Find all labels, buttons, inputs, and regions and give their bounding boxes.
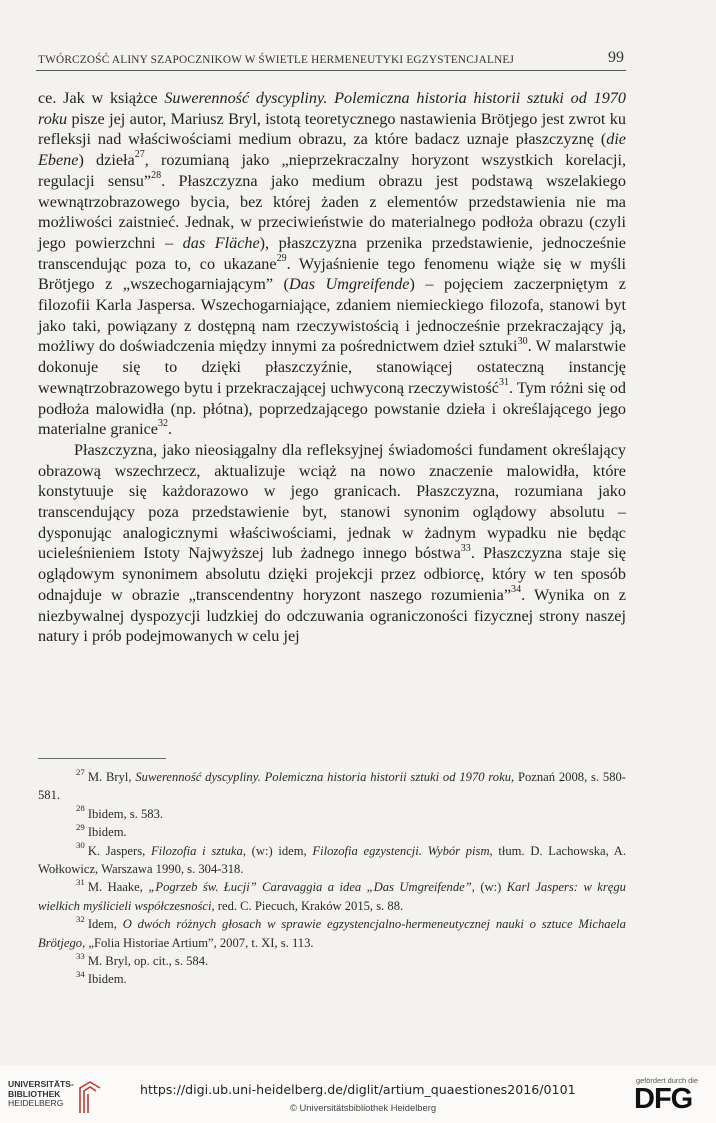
text-run: M. Haake,	[87, 880, 149, 895]
footnote-number: 28	[76, 803, 85, 814]
text-run: . Płaszczyzna jako medium obrazu jest podstawą wszelakiego wewnątrzobrazowego bycia, bez której żaden z elementów przedstawienia nie ma możliwości zaistnieć. Jednak, w przeciwieństwie do materialnego podłoża obrazu (czyli jego powierzchni –	[38, 171, 626, 252]
footnote-number: 31	[76, 876, 85, 887]
italic-text: Das Umgreifende	[288, 275, 410, 294]
footnote-ref[interactable]: 32	[157, 418, 169, 430]
text-run: ) dzieła	[78, 151, 135, 170]
digitization-footer	[0, 1066, 716, 1123]
library-name-line-3: HEIDELBERG	[8, 1098, 64, 1108]
paragraph-2	[38, 440, 626, 647]
footnote-ref[interactable]: 31	[498, 376, 509, 388]
footnote-29	[38, 823, 626, 841]
text-run: .	[168, 420, 173, 439]
footnote-number: 30	[76, 840, 85, 851]
footnotes	[38, 768, 626, 989]
text-run: ce. Jak w książce	[38, 89, 165, 107]
text-run: M. Bryl, op. cit., s. 584.	[87, 954, 209, 969]
text-run: , tłum. D. Lachowska, A. Wołkowicz, Warszawa 1990, s. 304-318.	[38, 843, 626, 877]
text-run: Ibidem.	[87, 972, 127, 987]
italic-text: Karl Jaspers: w kręgu wielkich myślicieli współczesności	[38, 880, 626, 913]
footnote-separator	[38, 758, 166, 759]
copyright-notice: © Universitätsbibliothek Heidelberg	[290, 1102, 437, 1113]
text-run: . W malarstwie dokonuje się to dzięki płaszczyźnie, stanowiącej ostateczną instancję wewnątrzobrazowego bytu i przekraczającej uchwyconą rzeczywistość	[38, 337, 626, 397]
footnote-ref[interactable]: 33	[460, 542, 471, 554]
running-title: TWÓRCZOŚĆ ALINY SZAPOCZNIKOW W ŚWIETLE HERMENEUTYKI EGZYSTENCJALNEJ	[38, 54, 515, 66]
footnote-number: 33	[76, 950, 85, 961]
italic-text: Suwerenność dyscypliny. Polemiczna historia historii sztuki od 1970 roku	[38, 89, 626, 128]
footnote-34	[38, 970, 626, 988]
text-run: M. Bryl,	[87, 770, 136, 784]
library-emblem-icon	[76, 1080, 104, 1114]
text-run: K. Jaspers,	[87, 843, 151, 858]
italic-text: Filozofia i sztuka	[150, 843, 243, 858]
library-name-line-1: UNIVERSITÄTS-	[8, 1079, 74, 1089]
footnote-ref[interactable]: 28	[151, 169, 162, 181]
text-run: , Poznań 2008, s. 580-581.	[38, 770, 627, 803]
footnote-ref[interactable]: 29	[276, 252, 287, 264]
body-text	[38, 88, 626, 647]
running-header	[36, 48, 626, 71]
library-logo[interactable]	[8, 1080, 108, 1114]
text-run: . Wynika on z niezbywalnej dyspozycji ludzkiej do odczuwania ograniczoności fizycznej strony naszej natury i prób podejmowanych w celu jej	[38, 585, 626, 646]
text-run: Ibidem.	[87, 825, 127, 840]
footnote-ref[interactable]: 27	[134, 149, 145, 161]
text-run: . Wyjaśnienie tego fenomenu wiąże się w myśli Brötjego z „wszechogarniającym” (	[38, 254, 626, 294]
footnote-33	[38, 952, 626, 970]
italic-text: O dwóch różnych głosach w sprawie egzystencjalno-hermeneutycznej nauki o sztuce Michaela Brötjego	[38, 917, 626, 950]
paragraph-1	[38, 88, 626, 440]
footnote-number: 27	[76, 766, 85, 777]
footnote-28	[38, 805, 626, 823]
dfg-wordmark: DFG	[634, 1083, 693, 1115]
text-run: pisze jej autor, Mariusz Bryl, istotą teoretycznego nastawienia Brötjego jest zwrot ku refleksji nad właściwościami medium obrazu, za które badacz uznaje płaszczyznę (	[38, 109, 626, 149]
footnote-number: 32	[76, 913, 85, 924]
text-run: ), płaszczyzna przenika przedstawienie, jednocześnie transcendując poza to, co ukazane	[38, 233, 626, 273]
text-run: , (w:)	[471, 880, 507, 895]
footnote-30	[38, 842, 626, 879]
italic-text: „Pogrzeb św. Łucji” Caravaggia a idea „Das Umgreifende”	[148, 880, 472, 895]
italic-text: Suwerenność dyscypliny. Polemiczna historia historii sztuki od 1970 roku	[135, 770, 511, 784]
dfg-logo[interactable]	[634, 1076, 710, 1120]
footnote-ref[interactable]: 30	[517, 335, 528, 347]
text-run: Idem,	[87, 917, 123, 932]
dfg-funded-by: gefördert durch die	[636, 1076, 699, 1085]
italic-text: Filozofia egzystencji. Wybór pism	[312, 843, 490, 858]
library-name-line-2: BIBLIOTHEK	[8, 1088, 61, 1099]
text-run: , (w:) idem,	[242, 843, 313, 858]
text-run: ) – pojęciem zaczerpniętym z filozofii Karla Jaspersa. Wszechogarniające, zdaniem niemieckiego filozofa, stanowi byt jako taki, powiązany z dostępną nam rzeczywistością i jednocześnie przekraczający ją, możliwy do doświadczenia między innymi za pośrednictwem dzieł sztuki	[38, 275, 626, 356]
page-number: 99	[608, 49, 624, 66]
text-run: . Płaszczyzna staje się oglądowym synonimem absolutu dzięki projekcji przez odbiorcę, który w ten sposób odnajduje w obrazie „transcendentny horyzont naszego rozumienia”	[38, 544, 626, 604]
text-run: , red. C. Piecuch, Kraków 2015, s. 88.	[211, 898, 404, 913]
footnote-27	[38, 768, 626, 805]
text-run: Płaszczyzna, jako nieosiągalny dla refleksyjnej świadomości fundament określający obrazową wszechrzecz, aktualizuje wciąż na nowo znaczenie malowidła, które konstytuuje się każdorazowo w jego granicach. Płaszczyzna, rozumiana jako transcendujący poza przedstawienie byt, stanowi synonim oglądowy absolutu – dysponując analogicznymi właściwościami, jednak w żadnym wypadku nie będąc ucieleśnieniem Istoty Najwyższej lub żadnego innego bóstwa	[38, 440, 626, 563]
italic-text: das Fläche	[182, 233, 260, 252]
footnote-number: 29	[76, 821, 85, 832]
footnote-ref[interactable]: 34	[511, 583, 522, 595]
italic-text: die Ebene	[38, 130, 626, 170]
text-run: , rozumianą jako „nieprzekraczalny horyzont wszystkich korelacji, regulacji sensu”	[38, 151, 626, 190]
permalink-url[interactable]: https://digi.ub.uni-heidelberg.de/diglit/artium_quaestiones2016/0101	[140, 1082, 576, 1097]
footnote-31	[38, 878, 626, 915]
footnote-32	[38, 915, 626, 952]
text-run: . Tym różni się od podłoża malowidła (np. płótna), poprzedzającego powstanie dzieła i określającego jego materialne granice	[38, 378, 626, 439]
footnote-number: 34	[76, 968, 85, 979]
text-run: Ibidem, s. 583.	[87, 806, 164, 821]
text-run: , „Folia Historiae Artium”, 2007, t. XI, s. 113.	[82, 935, 314, 950]
